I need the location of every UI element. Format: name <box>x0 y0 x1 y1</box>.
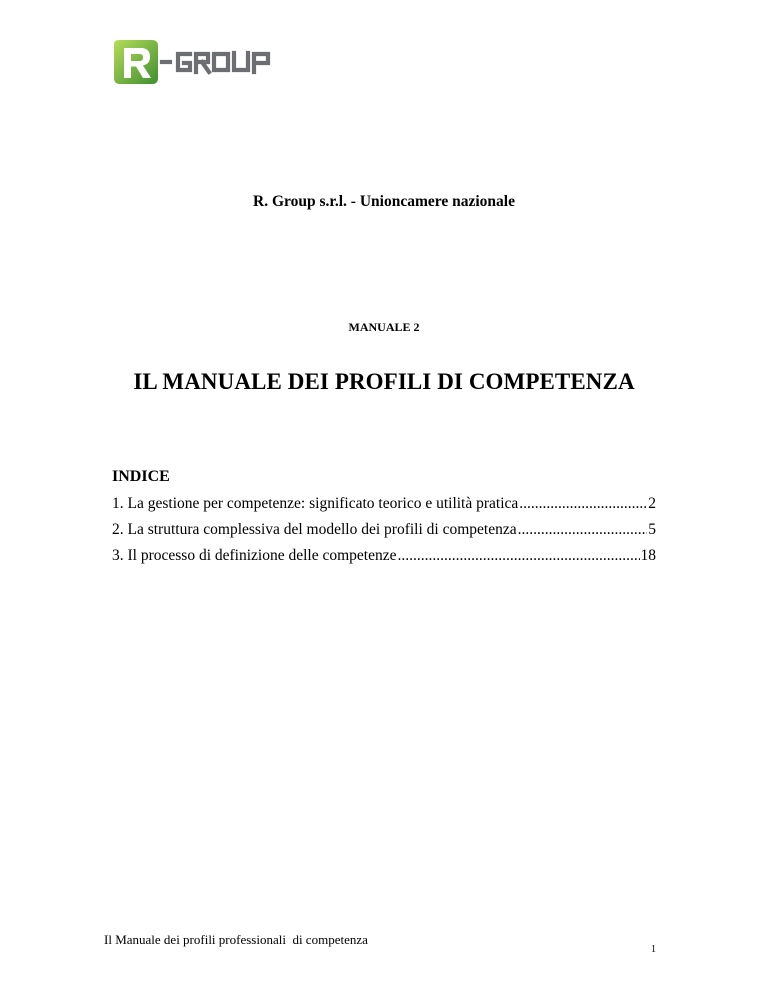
toc-entry-label: 1. La gestione per competenze: significato teorico e utilità pratica <box>112 495 519 512</box>
company-logo <box>108 38 274 86</box>
toc-entry[interactable] <box>112 517 656 543</box>
manual-number: MANUALE 2 <box>348 320 420 334</box>
toc-heading: INDICE <box>112 468 170 485</box>
toc-entry-label: 3. Il processo di definizione delle competenze <box>112 547 397 564</box>
toc-entry-page: 5 <box>648 521 656 538</box>
r-group-logo-graphic <box>108 38 274 86</box>
toc-entry[interactable] <box>112 543 656 569</box>
page-number: 1 <box>651 944 656 955</box>
toc-entry-page: 18 <box>640 547 656 564</box>
toc-entry[interactable] <box>112 491 656 517</box>
document-title: IL MANUALE DEI PROFILI DI COMPETENZA <box>133 369 635 394</box>
toc-entry-label: 2. La struttura complessiva del modello dei profili di competenza <box>112 521 517 538</box>
toc-dot-leader <box>518 517 648 543</box>
toc-entry-page: 2 <box>648 495 656 512</box>
table-of-contents <box>112 467 656 569</box>
toc-dot-leader <box>398 543 640 569</box>
footer-text: Il Manuale dei profili professionali di competenza <box>104 932 368 947</box>
document-subtitle: R. Group s.r.l. - Unioncamere nazionale <box>253 193 515 210</box>
toc-dot-leader <box>519 491 647 517</box>
